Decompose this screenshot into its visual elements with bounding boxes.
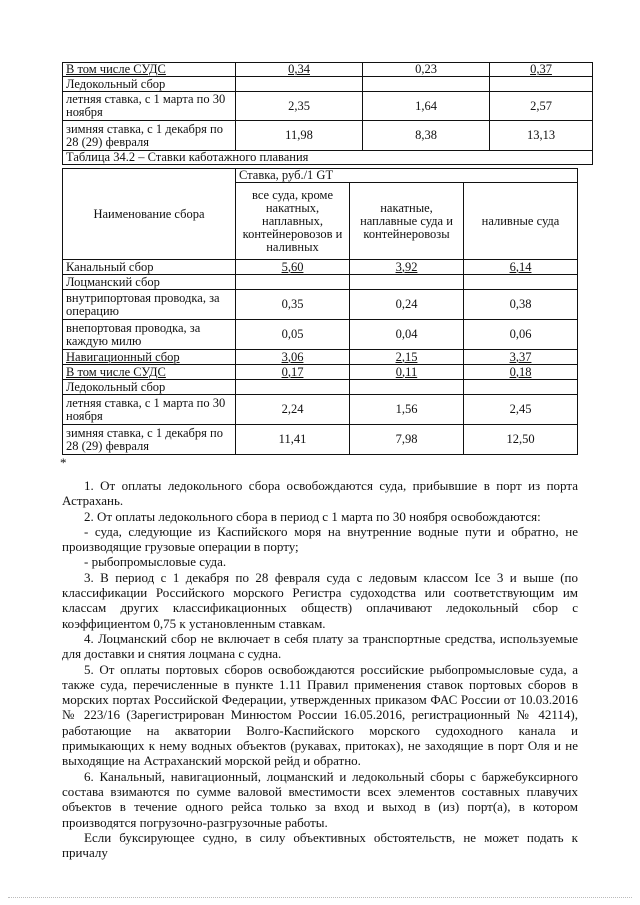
fee-name-cell: летняя ставка, с 1 марта по 30 ноября	[63, 92, 236, 121]
table-caption: Таблица 34.2 – Ставки каботажного плавания	[63, 151, 593, 165]
rate-cell: 0,06	[464, 320, 578, 350]
rate-cell: 13,13	[490, 121, 593, 151]
rate-cell: 2,35	[236, 92, 363, 121]
table-row	[63, 63, 593, 77]
note-paragraph: 3. В период с 1 декабря по 28 февраля суда с ледовым классом Ice 3 и выше (по классификации Российского морского Регистра судоходства или соответствующим им классам других классификационных обществ) оплачивают ледокольный сбор с коэффициентом 0,75 к установленным ставкам.	[62, 569, 578, 631]
rate-cell	[350, 380, 464, 395]
scan-edge-line	[8, 897, 632, 898]
table-row	[63, 92, 593, 121]
rate-cell: 11,98	[236, 121, 363, 151]
rate-cell: 0,38	[464, 290, 578, 320]
table-header-row	[63, 169, 578, 183]
table-caption-row	[63, 151, 593, 165]
rate-cell: 1,56	[350, 395, 464, 425]
rate-cell: 3,92	[350, 260, 464, 275]
rate-cell: 1,64	[363, 92, 490, 121]
rate-cell	[490, 77, 593, 92]
rate-cell	[464, 275, 578, 290]
note-paragraph: 6. Канальный, навигационный, лоцманский и ледокольный сборы с баржебуксирного состава взимаются по сумме валовой вместимости всех элементов составных плавучих объектов в течение одного рейса только за вход и выход в (из) порт(а), в котором производятся погрузочно-разгрузочные работы.	[62, 768, 578, 830]
table-row	[63, 395, 578, 425]
footnote-mark: *	[60, 455, 67, 470]
rate-cell	[236, 77, 363, 92]
rates-table-continuation	[62, 62, 593, 165]
note-list-item: - рыбопромысловые суда.	[84, 554, 227, 570]
rate-cell: 0,23	[363, 63, 490, 77]
table-row	[63, 275, 578, 290]
fee-name-cell: зимняя ставка, с 1 декабря по 28 (29) февраля	[63, 121, 236, 151]
table-notes	[62, 478, 578, 860]
note-paragraph: 5. От оплаты портовых сборов освобождаются российские рыбопромысловые суда, а также суда, перечисленные в пункте 1.11 Правил применения ставок портовых сборов в морских портах Российской Федерации, утвержденных приказом ФАС России от 10.03.2016 № 223/16 (Зарегистрирован Минюстом России 16.05.2016, регистрационный № 42114), работающие на акватории Волго-Каспийского морского судоходного канала и примыкающих к нему водных объектов (рукавах, притоках), не заходящие в порт Оля и не выходящие на Астраханский морской рейд и обратно.	[62, 661, 578, 769]
fee-name-cell: летняя ставка, с 1 марта по 30 ноября	[63, 395, 236, 425]
fee-name-cell: В том числе СУДС	[63, 63, 236, 77]
rate-cell: 8,38	[363, 121, 490, 151]
rate-cell: 0,24	[350, 290, 464, 320]
rate-cell	[363, 77, 490, 92]
column-header-tankers: наливные суда	[464, 183, 578, 260]
fee-name-cell: Ледокольный сбор	[63, 77, 236, 92]
rate-cell: 2,15	[350, 350, 464, 365]
table-row	[63, 121, 593, 151]
rate-cell: 0,05	[236, 320, 350, 350]
table-row	[63, 320, 578, 350]
rate-cell: 0,11	[350, 365, 464, 380]
rate-cell: 0,35	[236, 290, 350, 320]
column-header-rate: Ставка, руб./1 GT	[236, 169, 578, 183]
table-row	[63, 260, 578, 275]
note-list-item: - суда, следующие из Каспийского моря на внутренние водные пути и обратно, не производящие грузовые операции в порту;	[62, 523, 578, 555]
table-row	[63, 380, 578, 395]
rate-cell: 7,98	[350, 425, 464, 455]
rate-cell: 0,37	[490, 63, 593, 77]
rate-cell: 0,18	[464, 365, 578, 380]
fee-name-cell: внутрипортовая проводка, за операцию	[63, 290, 236, 320]
column-header-all-vessels: все суда, кроме накатных, наплавных, контейнеровозов и наливных	[236, 183, 350, 260]
rate-cell	[236, 275, 350, 290]
rate-cell: 3,37	[464, 350, 578, 365]
cabotage-rates-table	[62, 168, 578, 455]
rate-cell: 6,14	[464, 260, 578, 275]
rate-cell: 0,34	[236, 63, 363, 77]
table-row	[63, 425, 578, 455]
rate-cell: 2,57	[490, 92, 593, 121]
note-paragraph: 2. От оплаты ледокольного сбора в период с 1 марта по 30 ноября освобождаются:	[84, 508, 541, 524]
rate-cell: 0,04	[350, 320, 464, 350]
table-row	[63, 290, 578, 320]
fee-name-cell: внепортовая проводка, за каждую милю	[63, 320, 236, 350]
fee-name-cell: Канальный сбор	[63, 260, 236, 275]
fee-name-cell: Ледокольный сбор	[63, 380, 236, 395]
fee-name-cell: Навигационный сбор	[63, 350, 236, 365]
rate-cell: 2,24	[236, 395, 350, 425]
table-row	[63, 350, 578, 365]
note-paragraph: 1. От оплаты ледокольного сбора освобождаются суда, прибывшие в порт из порта Астрахань.	[62, 478, 578, 509]
rate-cell	[350, 275, 464, 290]
rate-cell	[464, 380, 578, 395]
rate-cell: 5,60	[236, 260, 350, 275]
rate-cell: 11,41	[236, 425, 350, 455]
fee-name-cell: Лоцманский сбор	[63, 275, 236, 290]
table-row	[63, 365, 578, 380]
fee-name-cell: В том числе СУДС	[63, 365, 236, 380]
column-header-roro-containers: накатные, наплавные суда и контейнеровозы	[350, 183, 464, 260]
rate-cell: 0,17	[236, 365, 350, 380]
note-paragraph: 4. Лоцманский сбор не включает в себя плату за транспортные средства, используемые для доставки и снятия лоцмана с судна.	[62, 630, 578, 662]
column-header-fee-name: Наименование сбора	[63, 169, 236, 260]
rate-cell	[236, 380, 350, 395]
note-paragraph: Если буксирующее судно, в силу объективных обстоятельств, не может подать к причалу	[62, 829, 578, 861]
rate-cell: 12,50	[464, 425, 578, 455]
rate-cell: 3,06	[236, 350, 350, 365]
table-row	[63, 77, 593, 92]
rate-cell: 2,45	[464, 395, 578, 425]
fee-name-cell: зимняя ставка, с 1 декабря по 28 (29) февраля	[63, 425, 236, 455]
